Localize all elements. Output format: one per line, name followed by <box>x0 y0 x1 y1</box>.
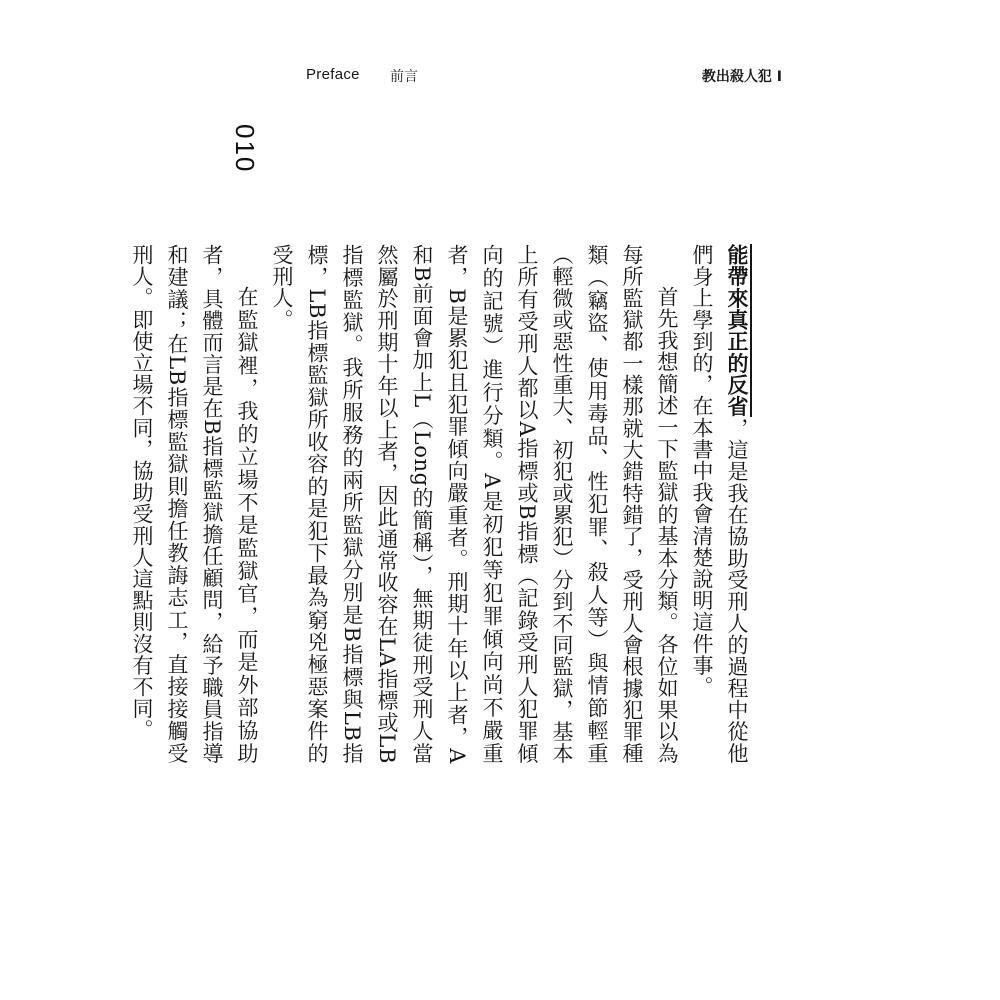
section-label-english: Preface <box>306 66 360 83</box>
page-number: 010 <box>230 124 260 174</box>
book-title: 教出殺人犯 I <box>701 69 782 85</box>
paragraph-2: 首先我想簡述一下監獄的基本分類。各位如果以為每所監獄都一樣那就大錯特錯了，受刑人會根據犯罪種類（竊盜、使用毒品、性犯罪、殺人等）與情節輕重（輕微或惡性重大、初犯或累犯）分到不同監獄，基本上所有受刑人都以A指標或B指標（記錄受刑人犯罪傾向的記號）進行分類。A是初犯等犯罪傾向尚不嚴重者，B是累犯且犯罪傾向嚴重者。刑期十年以上者，A和B前面會加上L（Long的簡稱），無期徒刑受刑人當然屬於刑期十年以上者，因此通常收容在LA指標或LB指標監獄。我所服務的兩所監獄分別是B指標與LB指標，LB指標監獄所收容的是犯下最為窮兇極惡案件的受刑人。 <box>270 244 679 764</box>
paragraph-1-text: ，這是我在協助受刑人的過程中從他們身上學到的，在本書中我會清楚說明這件事。 <box>690 244 749 764</box>
emphasized-phrase: 能帶來真正的反省 <box>725 244 752 417</box>
paragraph-1 <box>684 244 754 764</box>
running-header <box>306 66 782 92</box>
section-label-chinese: 前言 <box>390 69 418 85</box>
paragraph-3: 在監獄裡，我的立場不是監獄官，而是外部協助者，具體而言是在B指標監獄擔任顧問，給予職員指導和建議；在LB指標監獄則擔任教誨志工，直接接觸受刑人。即使立場不同，協助受刑人這點則沒有不同。 <box>130 244 259 764</box>
body-text <box>130 244 754 764</box>
